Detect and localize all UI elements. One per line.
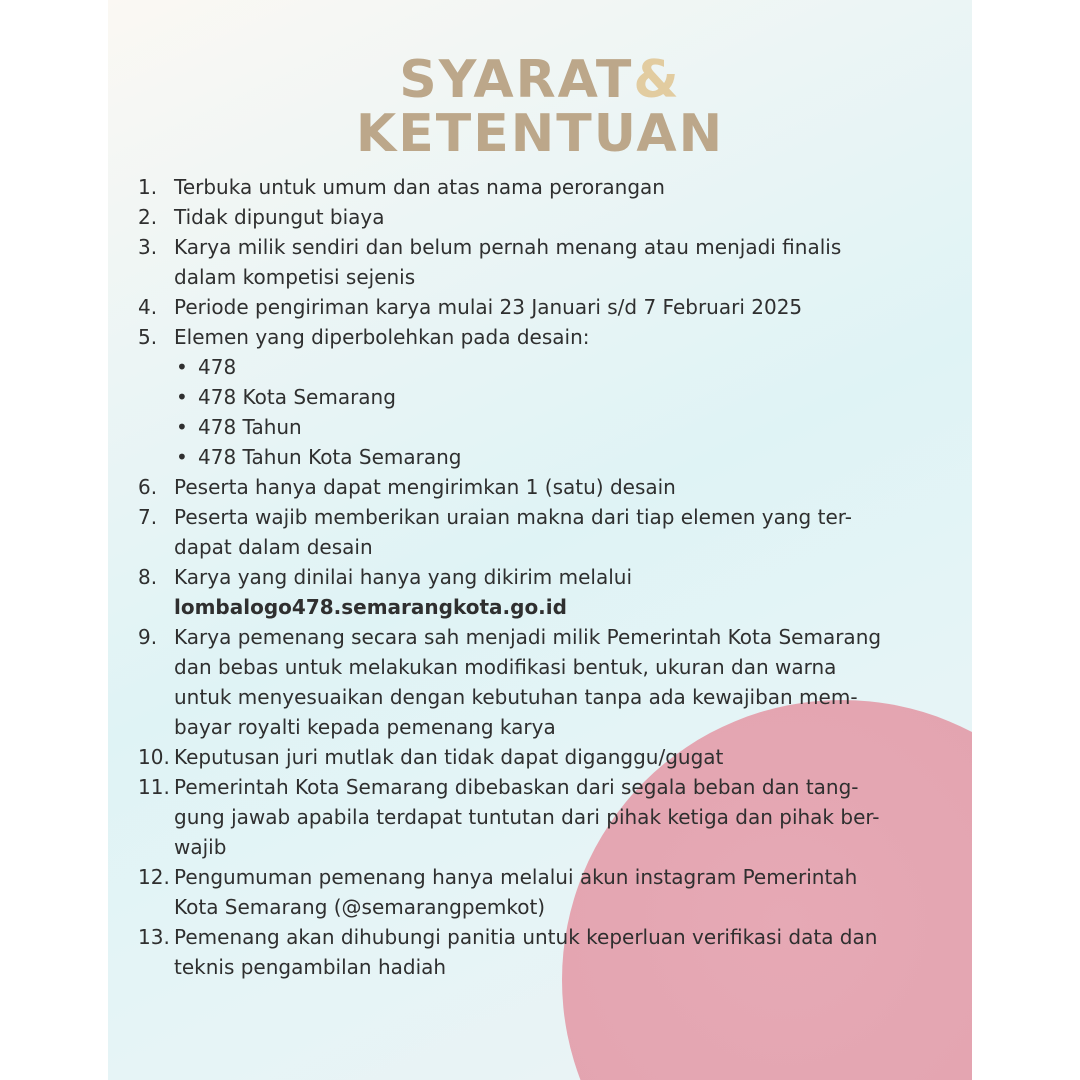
rule-text-line: teknis pengambilan hadiah: [174, 955, 447, 979]
rule-text-line: Peserta wajib memberikan uraian makna dari tiap elemen yang ter-: [174, 505, 852, 529]
rule-text-line: Pemerintah Kota Semarang dibebaskan dari segala beban dan tang-: [174, 775, 859, 799]
rule-item: [138, 622, 958, 742]
rule-item: [138, 562, 958, 622]
allowed-element-item: [174, 352, 958, 382]
rule-text-line: Karya yang dinilai hanya yang dikirim melalui: [174, 565, 632, 589]
rule-text-line: dapat dalam desain: [174, 535, 373, 559]
rule-number: 13.: [138, 925, 170, 949]
rule-text-line: Keputusan juri mutlak dan tidak dapat diganggu/gugat: [174, 745, 724, 769]
rule-text-line: bayar royalti kepada pemenang karya: [174, 715, 556, 739]
rule-item: [138, 232, 958, 292]
rule-text-line: gung jawab apabila terdapat tuntutan dari pihak ketiga dan pihak ber-: [174, 805, 880, 829]
rule-text-line: Elemen yang diperbolehkan pada desain:: [174, 325, 590, 349]
allowed-element-text: 478: [198, 355, 237, 379]
allowed-element-text: 478 Tahun Kota Semarang: [198, 445, 462, 469]
rule-number: 8.: [138, 565, 158, 589]
rule-item: [138, 292, 958, 322]
rule-text-line: Karya pemenang secara sah menjadi milik Pemerintah Kota Semarang: [174, 625, 882, 649]
rule-item: [138, 472, 958, 502]
allowed-elements-list: [174, 352, 958, 472]
submission-url[interactable]: lombalogo478.semarangkota.go.id: [174, 595, 567, 619]
rule-item: [138, 862, 958, 922]
bullet-icon: •: [176, 415, 188, 439]
allowed-element-item: [174, 412, 958, 442]
rule-item: [138, 172, 958, 202]
rule-text-line: dan bebas untuk melakukan modifikasi bentuk, ukuran dan warna: [174, 655, 837, 679]
rule-item: [138, 202, 958, 232]
rule-text-line: Kota Semarang (@semarangpemkot): [174, 895, 546, 919]
rule-text-line: dalam kompetisi sejenis: [174, 265, 416, 289]
bullet-icon: •: [176, 355, 188, 379]
rule-text-line: Periode pengiriman karya mulai 23 Januari s/d 7 Februari 2025: [174, 295, 803, 319]
bullet-icon: •: [176, 445, 188, 469]
poster-title: [108, 50, 972, 164]
rule-number: 10.: [138, 745, 170, 769]
rule-text-line: Pengumuman pemenang hanya melalui akun instagram Pemerintah: [174, 865, 858, 889]
rule-text-line: Tidak dipungut biaya: [174, 205, 385, 229]
rule-item: [138, 742, 958, 772]
title-ampersand: &: [633, 50, 681, 110]
rule-number: 1.: [138, 175, 158, 199]
rule-text-line: Karya milik sendiri dan belum pernah menang atau menjadi finalis: [174, 235, 842, 259]
title-line-1: [108, 52, 972, 108]
allowed-element-item: [174, 442, 958, 472]
rule-number: 9.: [138, 625, 158, 649]
allowed-element-text: 478 Kota Semarang: [198, 385, 396, 409]
rule-text-line: untuk menyesuaikan dengan kebutuhan tanpa ada kewajiban mem-: [174, 685, 858, 709]
title-line-2: KETENTUAN: [355, 104, 725, 164]
rule-number: 4.: [138, 295, 158, 319]
rule-text-line: wajib: [174, 835, 227, 859]
rule-number: 2.: [138, 205, 158, 229]
bullet-icon: •: [176, 385, 188, 409]
poster-card: [108, 0, 972, 1080]
allowed-element-text: 478 Tahun: [198, 415, 302, 439]
rule-number: 12.: [138, 865, 170, 889]
rule-number: 5.: [138, 325, 158, 349]
rule-number: 7.: [138, 505, 158, 529]
rule-number: 6.: [138, 475, 158, 499]
rule-item: [138, 502, 958, 562]
rule-text-line: Terbuka untuk umum dan atas nama perorangan: [174, 175, 665, 199]
rule-text-line: Pemenang akan dihubungi panitia untuk keperluan verifikasi data dan: [174, 925, 878, 949]
rule-item: [138, 922, 958, 982]
allowed-element-item: [174, 382, 958, 412]
rule-text-line: Peserta hanya dapat mengirimkan 1 (satu) desain: [174, 475, 676, 499]
rules-list: [138, 172, 958, 982]
rule-number: 3.: [138, 235, 158, 259]
rule-number: 11.: [138, 775, 170, 799]
rule-item: [138, 772, 958, 862]
title-syarat: SYARAT: [399, 50, 634, 110]
rule-item: [138, 322, 958, 472]
